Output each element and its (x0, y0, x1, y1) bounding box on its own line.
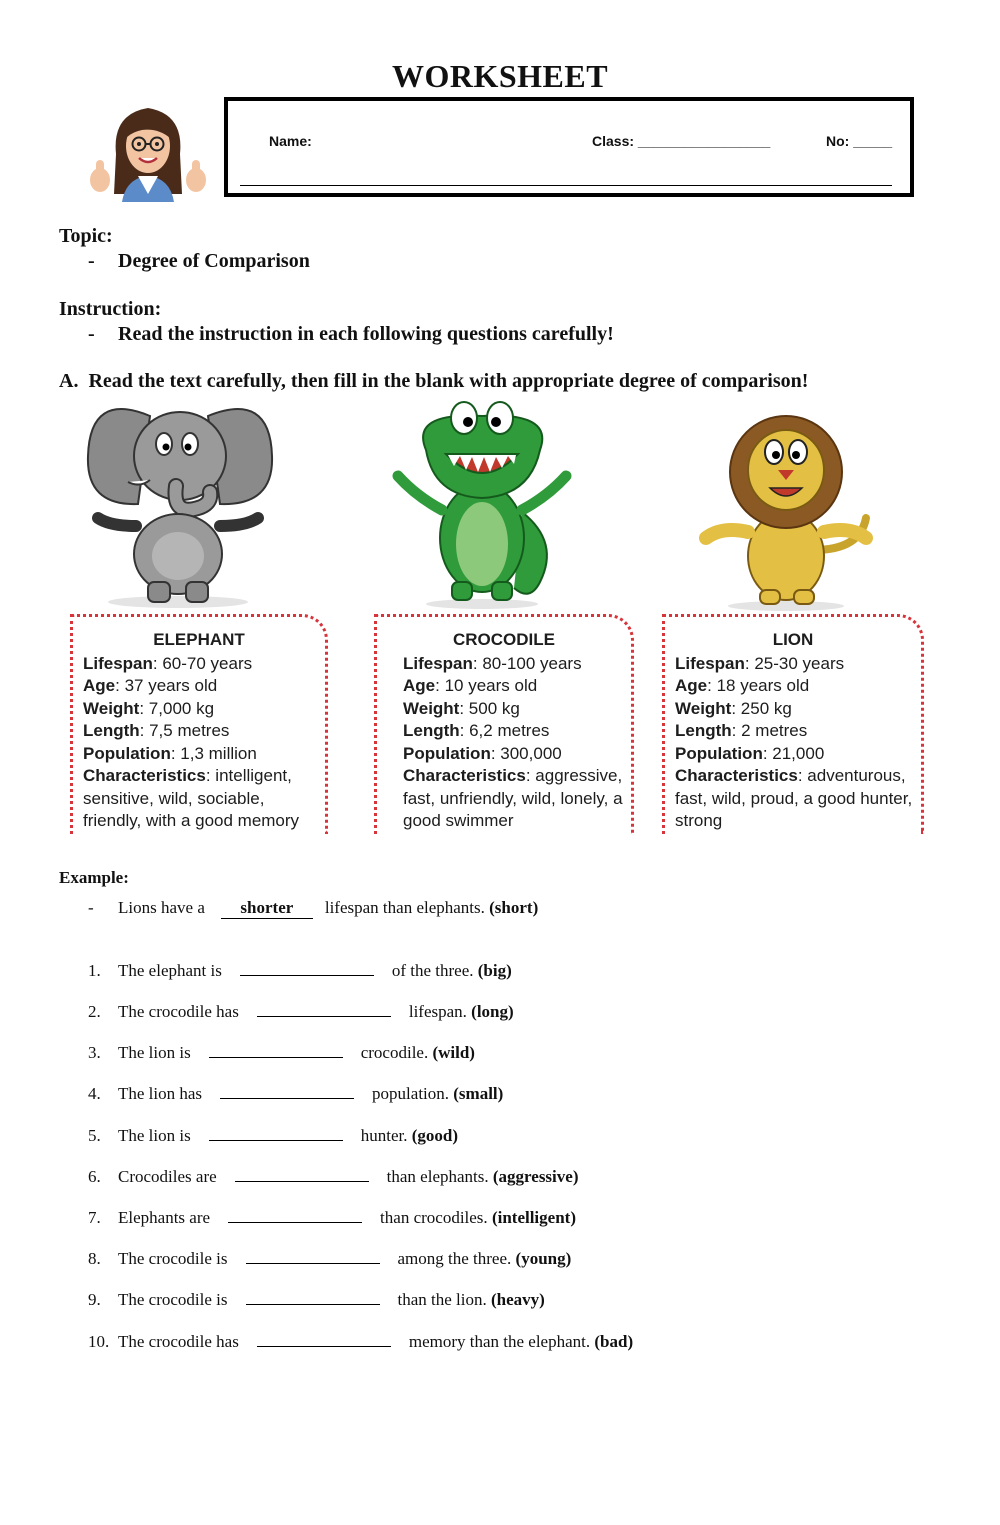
signature-line (240, 185, 892, 186)
question-9: 9. The crocodile is than the lion. (heavy) (88, 1290, 545, 1309)
characteristics-line: good swimmer (403, 811, 514, 830)
teacher-avatar (86, 94, 210, 212)
topic-label: Topic: (59, 225, 113, 247)
answer-blank[interactable] (246, 1247, 380, 1264)
student-info-box (224, 97, 914, 197)
population-row: Population: 21,000 (675, 743, 825, 763)
characteristics-row: Characteristics: aggressive, (403, 766, 623, 785)
instruction-label: Instruction: (59, 298, 162, 320)
age-row: Age: 10 years old (403, 676, 538, 695)
crocodile-illustration (390, 392, 580, 610)
answer-blank[interactable] (235, 1165, 369, 1182)
question-4: 4. The lion has population. (small) (88, 1084, 504, 1103)
characteristics-line: strong (675, 811, 723, 830)
age-row: Age: 37 years old (83, 676, 218, 695)
answer-blank[interactable] (228, 1206, 362, 1223)
population-row: Population: 300,000 (403, 743, 562, 763)
characteristics-row: Characteristics: adventurous, (675, 766, 906, 785)
age-row: Age: 18 years old (675, 676, 810, 695)
elephant-card (70, 614, 328, 834)
question-10: 10. The crocodile has memory than the elephant. (bad) (88, 1332, 634, 1351)
question-3: 3. The lion is crocodile. (wild) (88, 1043, 475, 1062)
example-answer: shorter (221, 898, 313, 919)
lion-illustration (690, 400, 880, 612)
characteristics-line: fast, unfriendly, wild, lonely, a (403, 788, 623, 808)
answer-blank[interactable] (246, 1288, 380, 1305)
example-label: Example: (59, 868, 129, 887)
weight-row: Weight: 500 kg (403, 698, 520, 718)
lifespan-row: Lifespan: 60-70 years (83, 653, 253, 673)
characteristics-line: friendly, with a good memory (83, 811, 300, 830)
animal-name: CROCODILE (453, 630, 555, 649)
name-label: Name: (269, 133, 312, 149)
answer-blank[interactable] (209, 1041, 343, 1058)
crocodile-card (374, 614, 634, 834)
section-a-heading: A. Read the text carefully, then fill in the blank with appropriate degree of comparison! (59, 370, 809, 392)
question-5: 5. The lion is hunter. (good) (88, 1126, 458, 1145)
lion-card (662, 614, 924, 834)
question-2: 2. The crocodile has lifespan. (long) (88, 1002, 514, 1021)
example-sentence: - Lions have a shorter lifespan than elephants. (short) (88, 898, 539, 917)
question-6: 6. Crocodiles are than elephants. (aggressive) (88, 1167, 579, 1186)
animal-name: LION (772, 630, 814, 649)
lifespan-row: Lifespan: 25-30 years (675, 653, 845, 673)
class-label: Class: _________________ (592, 133, 771, 149)
elephant-illustration (80, 396, 280, 610)
topic-item: - Degree of Comparison (88, 250, 310, 272)
characteristics-line: fast, wild, proud, a good hunter, (675, 788, 913, 808)
animal-name: ELEPHANT (153, 630, 245, 649)
answer-blank[interactable] (240, 959, 374, 976)
worksheet-title: WORKSHEET (391, 58, 609, 94)
weight-row: Weight: 250 kg (675, 698, 792, 718)
answer-blank[interactable] (220, 1082, 354, 1099)
instruction-item: - Read the instruction in each following questions carefully! (88, 323, 614, 345)
length-row: Length: 2 metres (675, 721, 808, 740)
characteristics-line: sensitive, wild, sociable, (83, 788, 265, 808)
population-row: Population: 1,3 million (83, 743, 257, 763)
question-7: 7. Elephants are than crocodiles. (intelligent) (88, 1208, 576, 1227)
answer-blank[interactable] (257, 1000, 391, 1017)
question-8: 8. The crocodile is among the three. (young) (88, 1249, 572, 1268)
question-1: 1. The elephant is of the three. (big) (88, 961, 512, 980)
lifespan-row: Lifespan: 80-100 years (403, 653, 582, 673)
number-label: No: _____ (826, 133, 893, 149)
length-row: Length: 7,5 metres (83, 721, 230, 740)
characteristics-row: Characteristics: intelligent, (83, 766, 292, 785)
weight-row: Weight: 7,000 kg (83, 698, 215, 718)
answer-blank[interactable] (257, 1330, 391, 1347)
length-row: Length: 6,2 metres (403, 721, 550, 740)
answer-blank[interactable] (209, 1124, 343, 1141)
